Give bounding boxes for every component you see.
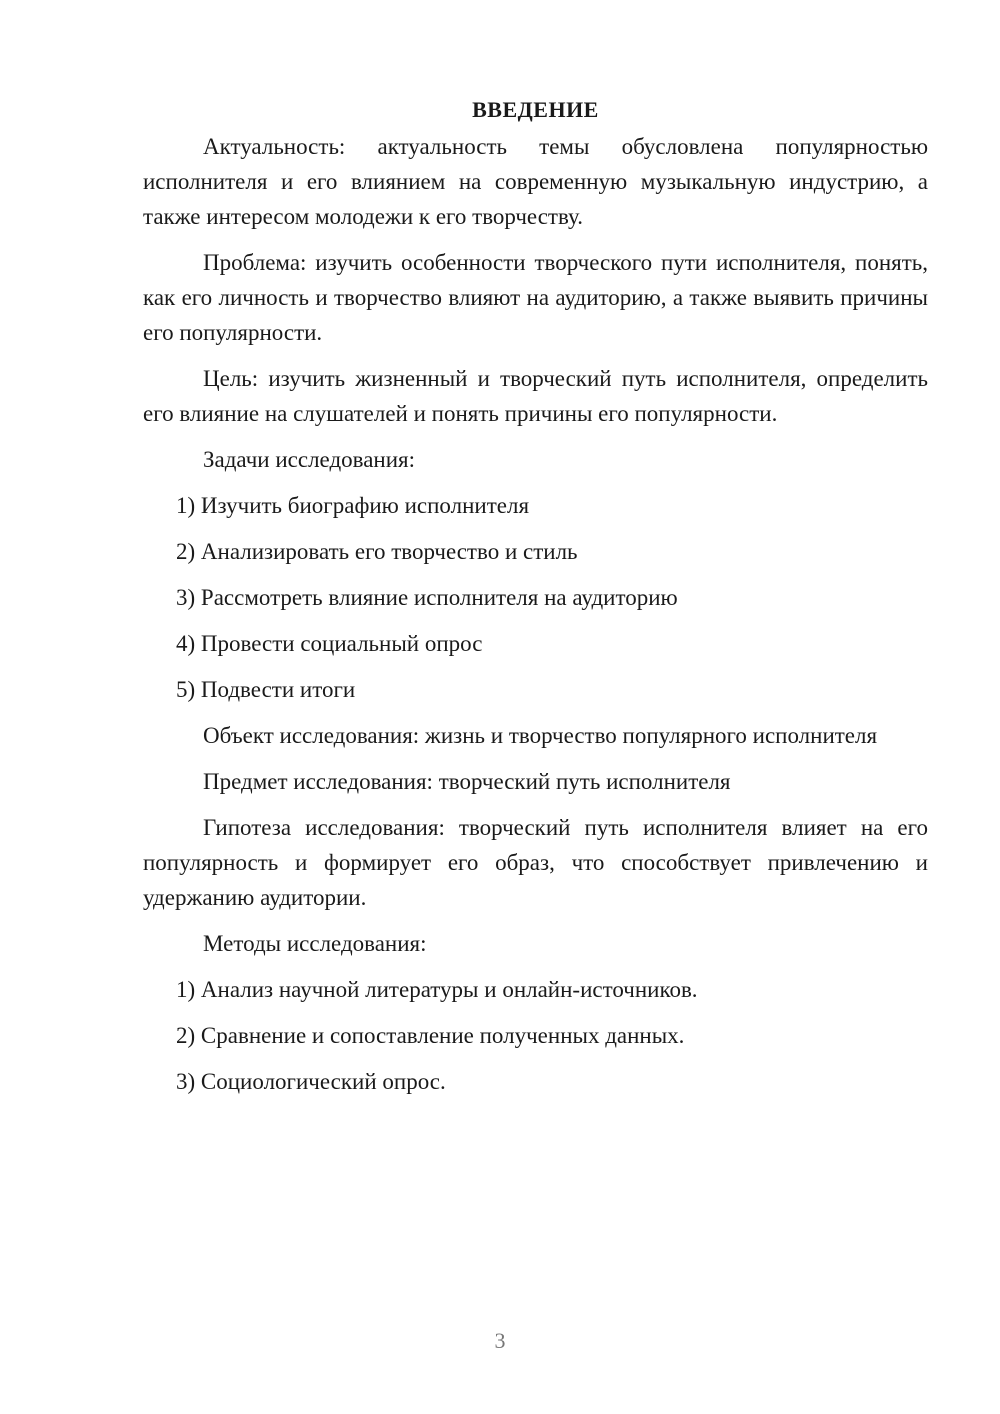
- object-paragraph: Объект исследования: жизнь и творчество популярного исполнителя: [203, 723, 878, 748]
- task-item-1: 1) Изучить биографию исполнителя: [176, 493, 530, 518]
- page-number: 3: [494, 1328, 506, 1353]
- subject-paragraph: Предмет исследования: творческий путь исполнителя: [203, 769, 731, 794]
- problem-paragraph: Проблема: изучить особенности творческого пути исполнителя, понять, как его личность и творчество влияют на аудиторию, а также выявить причины его популярности.: [143, 250, 928, 345]
- section-title: ВВЕДЕНИЕ: [472, 97, 599, 122]
- tasks-heading: Задачи исследования:: [203, 447, 416, 472]
- methods-heading: Методы исследования:: [203, 931, 427, 956]
- task-item-2: 2) Анализировать его творчество и стиль: [176, 539, 578, 564]
- goal-paragraph: Цель: изучить жизненный и творческий путь исполнителя, определить его влияние на слушателей и понять причины его популярности.: [143, 366, 928, 426]
- task-item-3: 3) Рассмотреть влияние исполнителя на аудиторию: [176, 585, 678, 610]
- method-item-2: 2) Сравнение и сопоставление полученных данных.: [176, 1023, 685, 1048]
- method-item-1: 1) Анализ научной литературы и онлайн-источников.: [176, 977, 698, 1002]
- method-item-3: 3) Социологический опрос.: [176, 1069, 446, 1094]
- task-item-4: 4) Провести социальный опрос: [176, 631, 483, 656]
- document-page: [143, 92, 928, 1110]
- relevance-paragraph: Актуальность: актуальность темы обусловлена популярностью исполнителя и его влиянием на современную музыкальную индустрию, а также интересом молодежи к его творчеству.: [143, 134, 928, 229]
- task-item-5: 5) Подвести итоги: [176, 677, 356, 702]
- hypothesis-paragraph: Гипотеза исследования: творческий путь исполнителя влияет на его популярность и формирует его образ, что способствует привлечению и удержанию аудитории.: [143, 815, 928, 910]
